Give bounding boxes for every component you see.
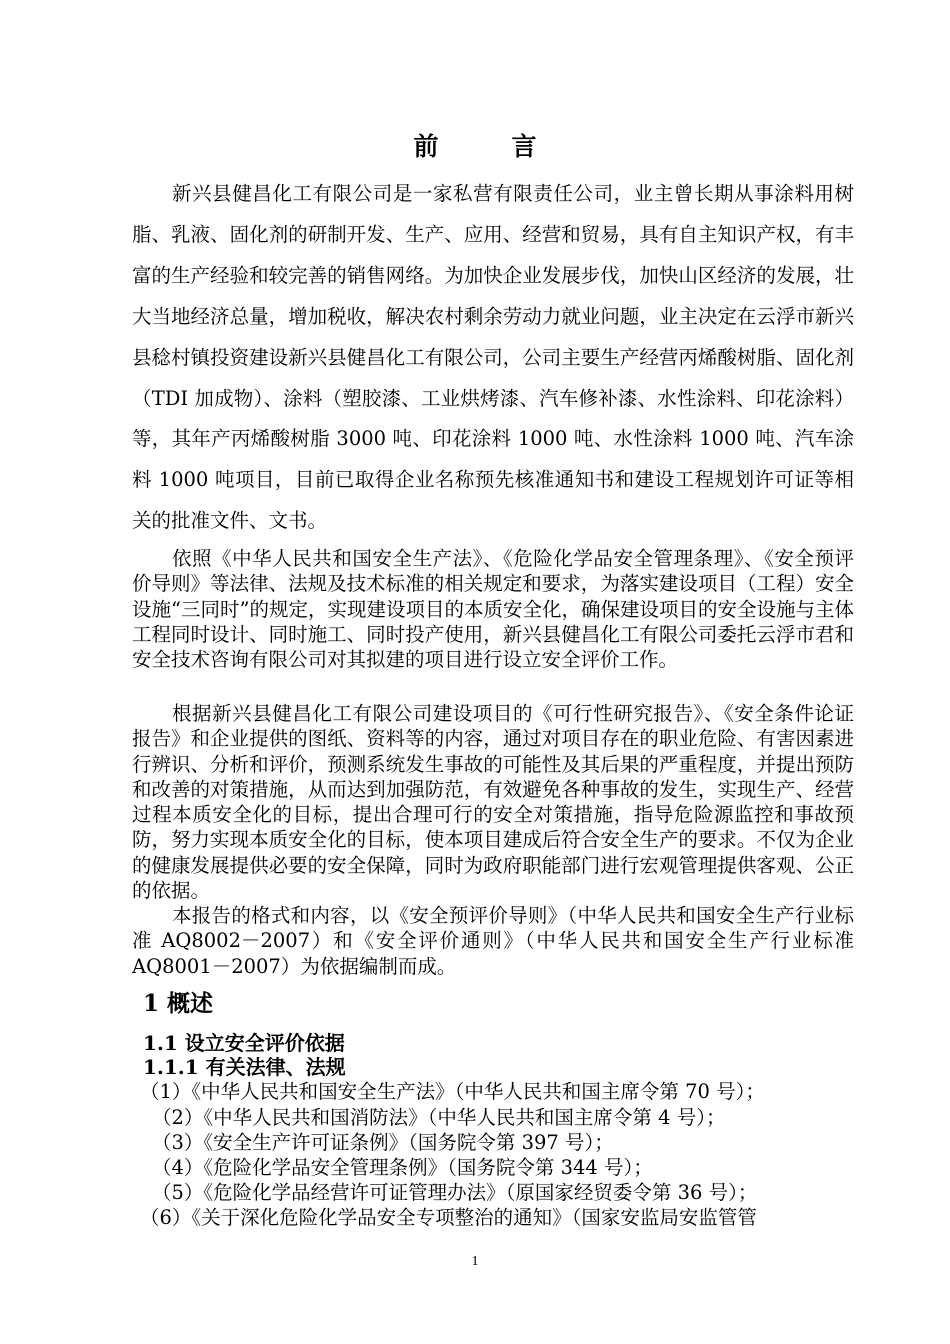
- law-item: （4）《危险化学品安全管理条例》（国务院令第 344 号）；: [152, 1156, 653, 1179]
- paragraph-method: 根据新兴县健昌化工有限公司建设项目的《可行性研究报告》、《安全条件论证报告》和企业提供的图纸、资料等的内容，通过对项目存在的职业危险、有害因素进行辨识、分析和评价，预测系统发生事故的可能性及其后果的严重程度，并提出预防和改善的对策措施，从而达到加强防范，有效避免各种事故的发生，实现生产、经营过程本质安全化的目标，提出合理可行的安全对策措施，指导危险源监控和事故预防，努力实现本质安全化的目标，使本项目建成后符合安全生产的要求。不仅为企业的健康发展提供必要的安全保障，同时为政府职能部门进行宏观管理提供客观、公正的依据。: [132, 702, 854, 903]
- page-number: 1: [471, 1254, 479, 1269]
- heading-overview: 1 概述: [143, 990, 214, 1017]
- paragraph-intro: 新兴县健昌化工有限公司是一家私营有限责任公司，业主曾长期从事涂料用树脂、乳液、固化剂的研制开发、生产、应用、经营和贸易，具有自主知识产权，有丰富的生产经验和较完善的销售网络。为加快企业发展步伐，加快山区经济的发展，壮大当地经济总量，增加税收，解决农村剩余劳动力就业问题，业主决定在云浮市新兴县稔村镇投资建设新兴县健昌化工有限公司，公司主要生产经营丙烯酸树脂、固化剂（TDI 加成物）、涂料（塑胶漆、工业烘烤漆、汽车修补漆、水性涂料、印花涂料）等，其年产丙烯酸树脂 3000 吨、印花涂料 1000 吨、水性涂料 1000 吨、汽车涂料 1000 吨项目，目前已取得企业名称预先核准通知书和建设工程规划许可证等相关的批准文件、文书。: [132, 182, 854, 533]
- law-item: （3）《安全生产许可证条例》（国务院令第 397 号）；: [152, 1131, 614, 1154]
- page-title: 前 言: [413, 132, 561, 161]
- heading-laws-regulations: 1.1.1 有关法律、法规: [143, 1055, 346, 1079]
- heading-evaluation-basis: 1.1 设立安全评价依据: [143, 1031, 345, 1055]
- law-item: （5）《危险化学品经营许可证管理办法》（原国家经贸委令第 36 号）；: [152, 1181, 758, 1204]
- paragraph-format: 本报告的格式和内容，以《安全预评价导则》（中华人民共和国安全生产行业标准 AQ8002－2007）和《安全评价通则》（中华人民共和国安全生产行业标准 AQ8001－2007）为依据编制而成。: [132, 904, 854, 978]
- law-item: （1）《中华人民共和国安全生产法》（中华人民共和国主席令第 70 号）；: [140, 1080, 765, 1103]
- law-item: （2）《中华人民共和国消防法》（中华人民共和国主席令第 4 号）；: [152, 1106, 726, 1129]
- law-item: （6）《关于深化危险化学品安全专项整治的通知》（国家安监局安监管管: [140, 1206, 757, 1229]
- paragraph-basis: 依照《中华人民共和国安全生产法》、《危险化学品安全管理条理》、《安全预评价导则》等法律、法规及技术标准的相关规定和要求，为落实建设项目（工程）安全设施“三同时”的规定，实现建设项目的本质安全化，确保建设项目的安全设施与主体工程同时设计、同时施工、同时投产使用，新兴县健昌化工有限公司委托云浮市君和安全技术咨询有限公司对其拟建的项目进行设立安全评价工作。: [132, 547, 854, 672]
